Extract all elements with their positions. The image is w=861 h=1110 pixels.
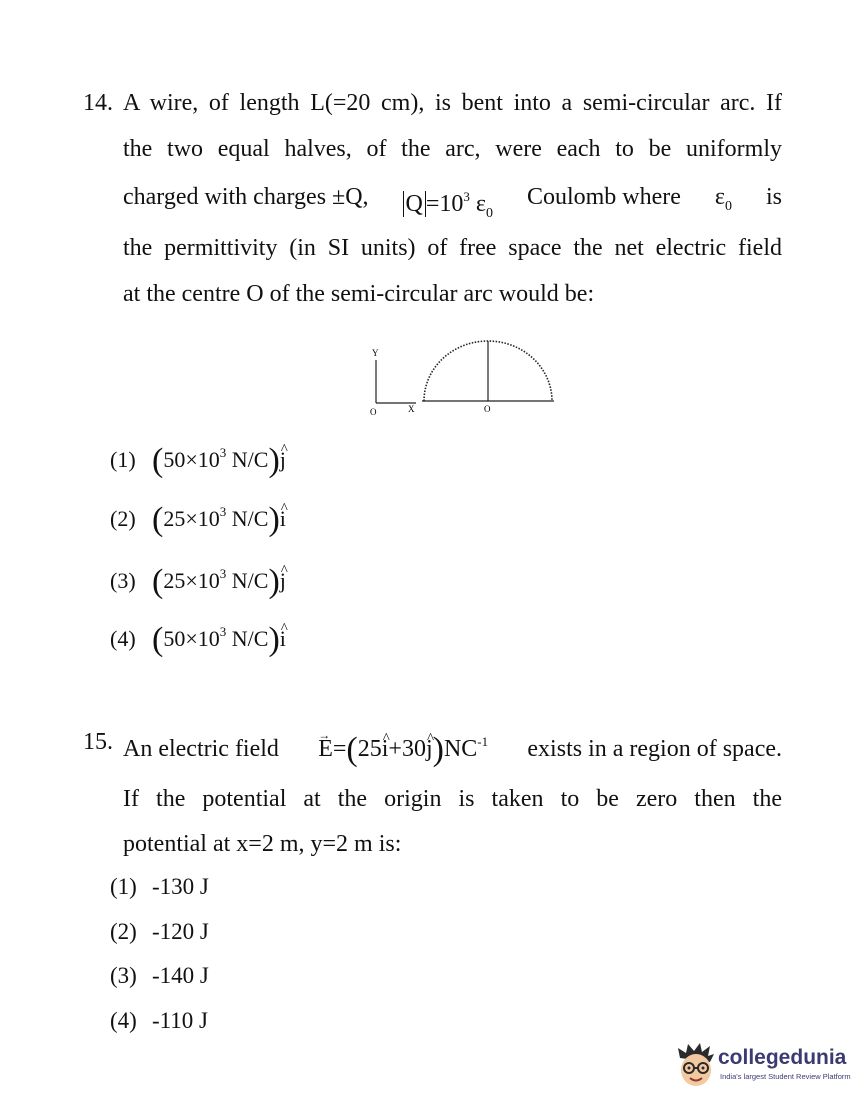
- field-unit-exp: -1: [477, 734, 489, 749]
- option-unit: N/C: [231, 506, 269, 531]
- option-text: -110 J: [152, 1008, 209, 1033]
- option-number: (4): [110, 1008, 137, 1033]
- option-number: (2): [110, 506, 136, 531]
- q15-line-1: [123, 727, 782, 768]
- x-axis-label: X: [408, 404, 415, 414]
- q14-charge-magnitude: [403, 182, 493, 229]
- q14-line-4: the permittivity (in SI units) of free space the net electric field: [123, 235, 782, 261]
- origin-label: O: [370, 407, 377, 417]
- q15-line-3: potential at x=2 m, y=2 m is:: [123, 831, 402, 857]
- option-coef: 50×10: [163, 626, 220, 651]
- q15-field-expr: → E=(25^ i+30^ $j)NC^{-1}$: [318, 727, 488, 764]
- option-number: (3): [110, 963, 137, 988]
- option-text: -120 J: [152, 919, 209, 944]
- epsilon-symbol-2: ε: [714, 184, 725, 210]
- q15-line-2: If the potential at the origin is taken to be zero then the: [123, 786, 782, 812]
- option-coef: 50×10: [163, 447, 220, 472]
- q14-number: 14.: [83, 90, 113, 116]
- q14-line-1: A wire, of length L(=20 cm), is bent into a semi-circular arc. If: [123, 90, 782, 116]
- unit-vector: ^ i: [280, 504, 286, 534]
- abs-q: Q: [403, 191, 426, 217]
- option-coef: 25×10: [163, 568, 220, 593]
- q14-charge-text: charged with charges ±Q,: [123, 184, 369, 210]
- epsilon-sub: 0: [485, 206, 493, 221]
- y-axis-label: Y: [372, 348, 379, 358]
- unit-vector: ^ j: [280, 445, 286, 475]
- option-number: (1): [110, 874, 137, 899]
- unit-vector: ^ i: [280, 624, 286, 654]
- option-number: (1): [110, 447, 136, 472]
- plus-30: +30: [388, 736, 426, 762]
- coef-25: 25: [357, 736, 382, 762]
- q14-option-4[interactable]: (4) ($50\times 10^3$ N/C)^ i: [110, 617, 286, 654]
- q14-option-3[interactable]: (3) ($25\times 10^3$ N/C)^ j: [110, 559, 286, 596]
- option-text: -140 J: [152, 963, 209, 988]
- logo-tagline: India's largest Student Review Platform: [720, 1072, 851, 1081]
- q15-intro-end: exists in a region of space.: [527, 736, 782, 762]
- q15-option-1[interactable]: [110, 872, 209, 902]
- q14-line-5: at the centre O of the semi-circular arc would be:: [123, 281, 595, 307]
- epsilon-sub-2: 0: [724, 199, 732, 214]
- unit-vector-i: ^ i: [382, 734, 389, 764]
- collegedunia-logo[interactable]: [674, 1040, 850, 1092]
- option-text: -130 J: [152, 874, 209, 899]
- q14-option-1[interactable]: (1) ($50\times 10^3$ N/C)^ j: [110, 438, 286, 475]
- unit-vector: ^ j: [280, 566, 286, 596]
- q15-option-3[interactable]: [110, 961, 209, 991]
- field-unit: NC: [443, 736, 478, 762]
- option-number: (4): [110, 626, 136, 651]
- option-coef: 25×10: [163, 506, 220, 531]
- option-exp: 3: [219, 624, 227, 639]
- q15-option-4[interactable]: [110, 1006, 208, 1036]
- exp-3: 3: [463, 189, 470, 204]
- option-exp: 3: [219, 445, 227, 460]
- q14-line-2: the two equal halves, of the arc, were each to be uniformly: [123, 136, 782, 162]
- mascot-icon: [674, 1040, 718, 1092]
- center-label: O: [484, 404, 491, 414]
- unit-vector-j: ^ j: [426, 734, 433, 764]
- eq-ten: =10: [425, 191, 464, 217]
- q14-option-2[interactable]: (2) ($25\times 10^3$ N/C)^ i: [110, 497, 286, 534]
- option-unit: N/C: [231, 626, 269, 651]
- q14-line-3: [123, 182, 782, 229]
- vector-e: → E: [318, 734, 333, 764]
- option-unit: N/C: [231, 447, 269, 472]
- option-unit: N/C: [231, 568, 269, 593]
- equals: =: [332, 736, 347, 762]
- q14-is: is: [765, 184, 782, 210]
- q15-number: 15.: [83, 729, 113, 755]
- q15-intro: An electric field: [123, 736, 279, 762]
- q14-epsilon-2: [715, 182, 732, 229]
- option-number: (3): [110, 568, 136, 593]
- q15-option-2[interactable]: [110, 917, 209, 947]
- semicircle-figure: [360, 338, 560, 428]
- logo-name: collegedunia: [718, 1046, 847, 1069]
- q14-coulomb-where: Coulomb where: [526, 184, 681, 210]
- option-exp: 3: [219, 504, 227, 519]
- option-number: (2): [110, 919, 137, 944]
- option-exp: 3: [219, 566, 227, 581]
- epsilon-symbol: ε: [475, 191, 486, 217]
